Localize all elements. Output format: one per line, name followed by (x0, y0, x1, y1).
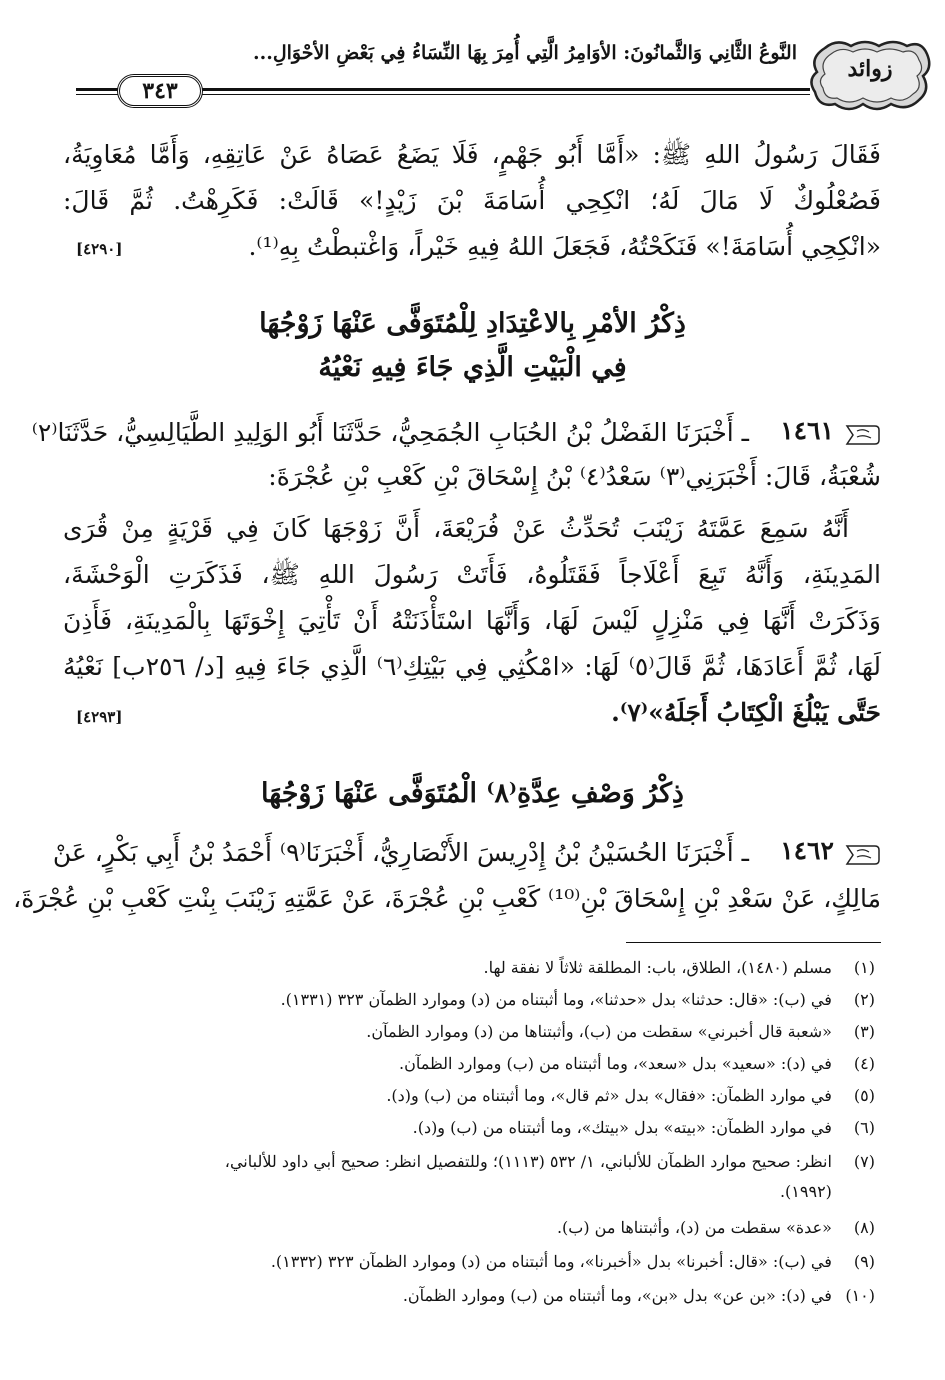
footnote-number: (٦) (853, 1118, 875, 1137)
footnote-number: (٩) (853, 1252, 875, 1271)
hadith-reference: [٤٢٩٣] (76, 708, 123, 726)
body-line: فَقَالَ رَسُولُ اللهِ ﷺ: «أَمَّا أَبُو جَهْمٍ، فَلَا يَضَعُ عَصَاهُ عَنْ عَاتِقِهِ، وَأَمَّا مُعَاوِيَةُ، (63, 140, 881, 169)
matn-line: أَنَّهُ سَمِعَ عَمَّتَهُ زَيْنَبَ تُحَدِّثُ عَنْ فُرَيْعَةَ، أَنَّ زَوْجَهَا كَانَ فِي قَرْيَةٍ مِنْ قُرَى (63, 514, 849, 543)
footnote-text: انظر: صحيح موارد الظمآن للألباني، ١/ ٥٣٢ (١١١٣)؛ وللتفصيل انظر: صحيح أبي داود للألباني، (224, 1152, 832, 1171)
isnad-line: ـ أَخْبَرَنَا الحُسَيْنُ بْنُ إِدْرِيسَ الأَنْصَارِيُّ، أَخْبَرَنَا⁽٩⁾ أَحْمَدُ بْنُ أَبِي بَكْرٍ، عَنْ (52, 838, 749, 867)
isnad-line: ـ أَخْبَرَنَا الفَضْلُ بْنُ الحُبَابِ الجُمَحِيُّ، حَدَّثَنَا أَبُو الوَلِيدِ الطَّيَالِسِيُّ، حَدَّثَنَا⁽٢⁾ (31, 418, 749, 447)
footnote (65, 1250, 875, 1274)
hadith-number-block (731, 416, 881, 456)
footnote (65, 956, 875, 980)
hadith-reference: [٤٢٩٠] (76, 240, 123, 258)
footnote-number: (١٠) (845, 1286, 875, 1305)
matn-line: وَذَكَرَتْ أَنَّهَا فِي مَنْزِلٍ لَيْسَ لَهَا، وَأَنَّهَا اسْتَأْذَنَتْهُ أَنْ تَأْتِيَ إِخْوَتَهَا بِالْمَدِينَةِ، فَأَذِنَ (63, 606, 881, 635)
footnote-text: مسلم (١٤٨٠)، الطلاق، باب: المطلقة ثلاثاً لا نفقة لها. (483, 958, 832, 977)
matn-line: لَهَا، ثُمَّ أَعَادَهَا، ثُمَّ قَالَ⁽٥⁾ لَهَا: «امْكُثِي فِي بَيْتِكِ⁽٦⁾ الَّذِي جَاءَ فِيهِ [د/ ٢٥٦ب] نَعْيُهُ (63, 652, 882, 681)
footnote-number: (٧) (853, 1152, 875, 1171)
footnote (65, 1216, 875, 1240)
section-heading: ذِكْرُ وَصْفِ عِدَّةِ⁽٨⁾ الْمُتَوَفَّى عَنْهَا زَوْجُهَا (261, 778, 684, 809)
header-ornament (807, 36, 933, 116)
footnote-text: في (ب): «قال: أخبرنا» بدل «أخبرنا»، وما أثبتناه من (د) وموارد الظمآن ٣٢٣ (١٣٣٢). (270, 1252, 832, 1271)
footnote-text: في (د): «سعيد» بدل «سعد»، وما أثبتناه من (ب) وموارد الظمآن. (399, 1054, 832, 1073)
footnote-text: «عدة» سقطت من (د)، وأثبتناها من (ب). (556, 1218, 832, 1237)
ornament-label: زوائد (847, 56, 893, 82)
footnote-number: (٣) (853, 1022, 875, 1041)
matn-line: المَدِينَةِ، وَأَنَّهُ تَبِعَ أَعْلَاجاً فَقَتَلُوهُ، فَأَتَتْ رَسُولَ اللهِ ﷺ، فَذَكَرَتِ الْوَحْشَةَ، (63, 560, 881, 589)
footnote (65, 1052, 875, 1076)
footnote-number: (١) (853, 958, 875, 977)
footnote-number: (٨) (853, 1218, 875, 1237)
footnote (65, 988, 875, 1012)
footnote-text: في (ب): «قال: حدثنا» بدل «حدثنا»، وما أثبتناه من (د) وموارد الظمآن ٣٢٣ (١٣٣١). (280, 990, 832, 1009)
footnote-text: «شعبة قال أخبرني» سقطت من (ب)، وأثبتناها من (د) وموارد الظمآن. (366, 1022, 832, 1041)
footnote (65, 1150, 875, 1174)
footnote-number: (٢) (853, 990, 875, 1009)
footnote (65, 1084, 875, 1108)
page-number: ٣٤٣ (117, 74, 203, 108)
hadith-number: ١٤٦١ (780, 416, 834, 445)
footnote-text: في موارد الظمآن: «بيته» بدل «بيتك»، وما أثبتناه من (ب) و(د). (412, 1118, 832, 1137)
footnote-number: (٥) (853, 1086, 875, 1105)
footnote (65, 1180, 875, 1204)
section-heading: ذِكْرُ الأمْرِ بِالاعْتِدَادِ لِلْمُتَوَفَّى عَنْهَا زَوْجُهَا (259, 308, 686, 339)
footnote (65, 1020, 875, 1044)
footnote (65, 1284, 875, 1308)
section-heading: فِي الْبَيْتِ الَّذِي جَاءَ فِيهِ نَعْيُهُ (318, 352, 627, 383)
isnad-line: مَالِكٍ، عَنْ سَعْدِ بْنِ إِسْحَاقَ بْنِ⁽¹⁰⁾ كَعْبِ بْنِ عُجْرَةَ، عَنْ عَمَّتِهِ زَيْنَبَ بِنْتِ كَعْبِ بْنِ عُجْرَةَ، (13, 884, 881, 913)
footnote-text: في موارد الظمآن: «فقال» بدل «ثم قال»، وما أثبتناه من (ب) و(د). (386, 1086, 832, 1105)
body-line: «انْكِحِي أُسَامَةَ!» فَنَكَحْتُهُ، فَجَعَلَ اللهُ فِيهِ خَيْراً، وَاغْتبطْتُ بِهِ⁽¹⁾. (248, 232, 881, 261)
footnote-text: في (د): «بن عن» بدل «بن»، وما أثبتناه من (ب) وموارد الظمآن. (402, 1286, 832, 1305)
footnote-separator (626, 942, 881, 943)
header-rule-left (76, 88, 112, 91)
footnote-text: (١٩٩٢). (779, 1182, 832, 1201)
body-line: فَصُعْلُوكٌ لَا مَالَ لَهُ؛ انْكِحِي أُسَامَةَ بْنَ زَيْدٍ!» قَالَتْ: فَكَرِهْتُ. ثُمَّ قَالَ: (63, 186, 881, 215)
matn-line: حَتَّى يَبْلُغَ الْكِتَابُ أَجَلَهُ»⁽٧⁾. (611, 698, 881, 727)
hadith-marker-icon (845, 422, 881, 448)
hadith-marker-icon (845, 842, 881, 868)
hadith-number-block (731, 836, 881, 876)
running-header-title: النَّوعُ الثَّانِي وَالثَّمانُونَ: الأوَامِرُ الَّتِي أُمِرَ بِهَا النِّسَاءُ فِي بَعْضِ الأحْوَالِ... (252, 42, 797, 64)
isnad-line: شُعْبَةُ، قَالَ: أَخْبَرَنِي⁽٣⁾ سَعْدُ⁽٤⁾ بْنُ إِسْحَاقَ بْنِ كَعْبِ بْنِ عُجْرَةَ: (268, 462, 881, 491)
hadith-number: ١٤٦٢ (780, 836, 834, 865)
footnote (65, 1116, 875, 1140)
footnote-number: (٤) (853, 1054, 875, 1073)
header-rule-left-thin (76, 94, 112, 95)
